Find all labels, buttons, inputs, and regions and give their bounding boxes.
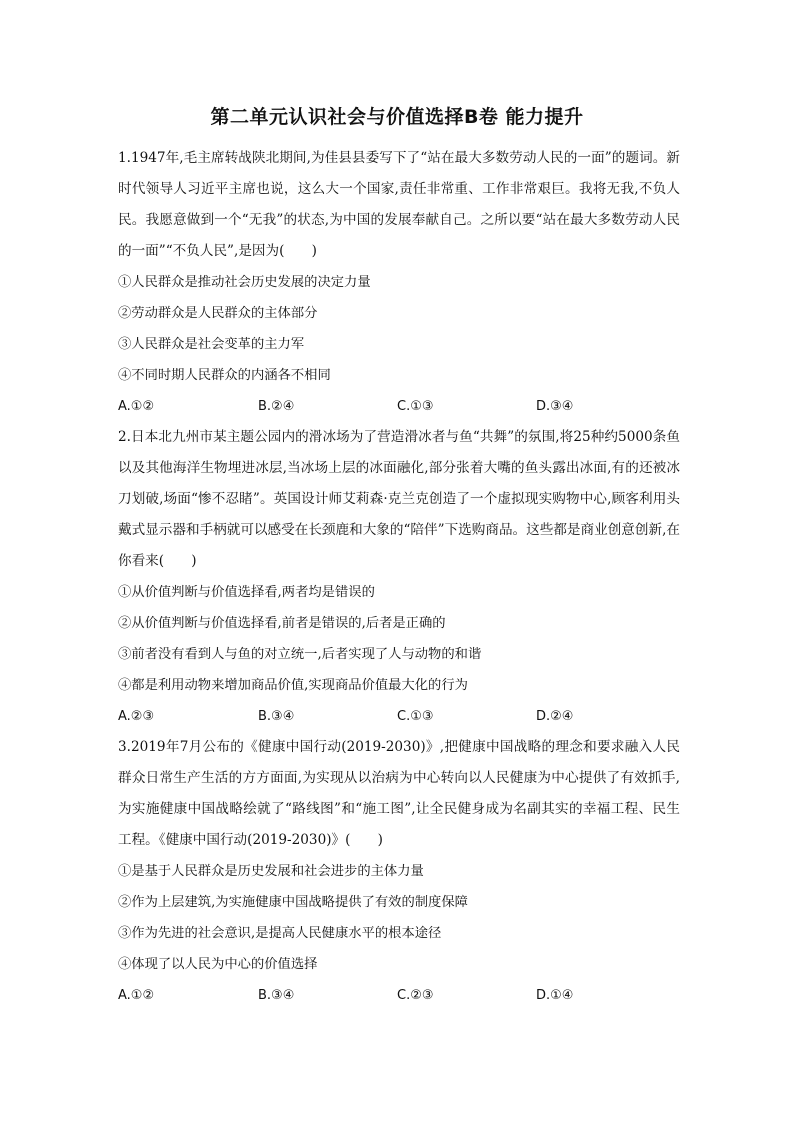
answer-choice-d: D.①④ <box>536 988 574 1003</box>
statement-option: ③作为先进的社会意识,是提高人民健康水平的根本途径 <box>118 926 442 941</box>
answer-choice-b: B.③④ <box>258 709 295 724</box>
statement-option: ②从价值判断与价值选择看,前者是错误的,后者是正确的 <box>118 616 446 631</box>
answer-choice-c: C.①③ <box>397 709 434 724</box>
question-1 <box>118 143 680 422</box>
question-stem: 1.1947年,毛主席转战陕北期间,为佳县县委写下了“站在最大多数劳动人民的一面”的题词。新时代领导人习近平主席也说，这么大一个国家,责任非常重、工作非常艰巨。我将无我,不负人民。我愿意做到一个“无我”的状态,为中国的发展奉献自己。之所以要“站在最大多数劳动人民的一面”“不负人民”,是因为( ) <box>118 150 680 259</box>
statement-option: ①从价值判断与价值选择看,两者均是错误的 <box>118 585 375 600</box>
question-stem: 3.2019年7月公布的《健康中国行动(2019-2030)》,把健康中国战略的理念和要求融入人民群众日常生产生活的方方面面,为实现从以治病为中心转向以人民健康为中心提供了有效抓手,为实施健康中国战略绘就了“路线图”和“施工图”,让全民健身成为名副其实的幸福工程、民生工程。《健康中国行动(2019-2030)》( ) <box>118 739 680 848</box>
answer-choice-d: D.②④ <box>536 709 574 724</box>
answer-choice-b: B.②④ <box>258 399 295 414</box>
statement-option: ①是基于人民群众是历史发展和社会进步的主体力量 <box>118 864 424 879</box>
question-2 <box>118 422 680 732</box>
answer-choices <box>118 391 680 422</box>
statement-option: ②劳动群众是人民群众的主体部分 <box>118 306 318 321</box>
statement-option: ③前者没有看到人与鱼的对立统一,后者实现了人与动物的和谐 <box>118 647 482 662</box>
question-3 <box>118 732 680 1011</box>
page-title: 第二单元认识社会与价值选择B卷 能力提升 <box>210 106 584 128</box>
answer-choice-a: A.①② <box>118 988 155 1003</box>
statement-option: ④都是利用动物来增加商品价值,实现商品价值最大化的行为 <box>118 678 468 693</box>
answer-choices <box>118 980 680 1011</box>
answer-choice-a: A.②③ <box>118 709 155 724</box>
statement-option: ④不同时期人民群众的内涵各不相同 <box>118 368 331 383</box>
statement-option: ③人民群众是社会变革的主力军 <box>118 337 305 352</box>
question-stem: 2.日本北九州市某主题公园内的滑冰场为了营造滑冰者与鱼“共舞”的氛围,将25种约5000条鱼以及其他海洋生物埋进冰层,当冰场上层的冰面融化,部分张着大嘴的鱼头露出冰面,有的还被冰刀划破,场面“惨不忍睹”。英国设计师艾莉森·克兰克创造了一个虚拟现实购物中心,顾客利用头戴式显示器和手柄就可以感受在长颈鹿和大象的“陪伴”下选购商品。这些都是商业创意创新,在你看来( ) <box>118 429 680 569</box>
statement-option: ①人民群众是推动社会历史发展的决定力量 <box>118 275 371 290</box>
answer-choice-a: A.①② <box>118 399 155 414</box>
answer-choice-b: B.③④ <box>258 988 295 1003</box>
question-list <box>118 143 680 1011</box>
statement-option: ②作为上层建筑,为实施健康中国战略提供了有效的制度保障 <box>118 895 468 910</box>
answer-choice-c: C.②③ <box>397 988 434 1003</box>
answer-choice-c: C.①③ <box>397 399 434 414</box>
answer-choice-d: D.③④ <box>536 399 574 414</box>
answer-choices <box>118 701 680 732</box>
statement-option: ④体现了以人民为中心的价值选择 <box>118 957 318 972</box>
